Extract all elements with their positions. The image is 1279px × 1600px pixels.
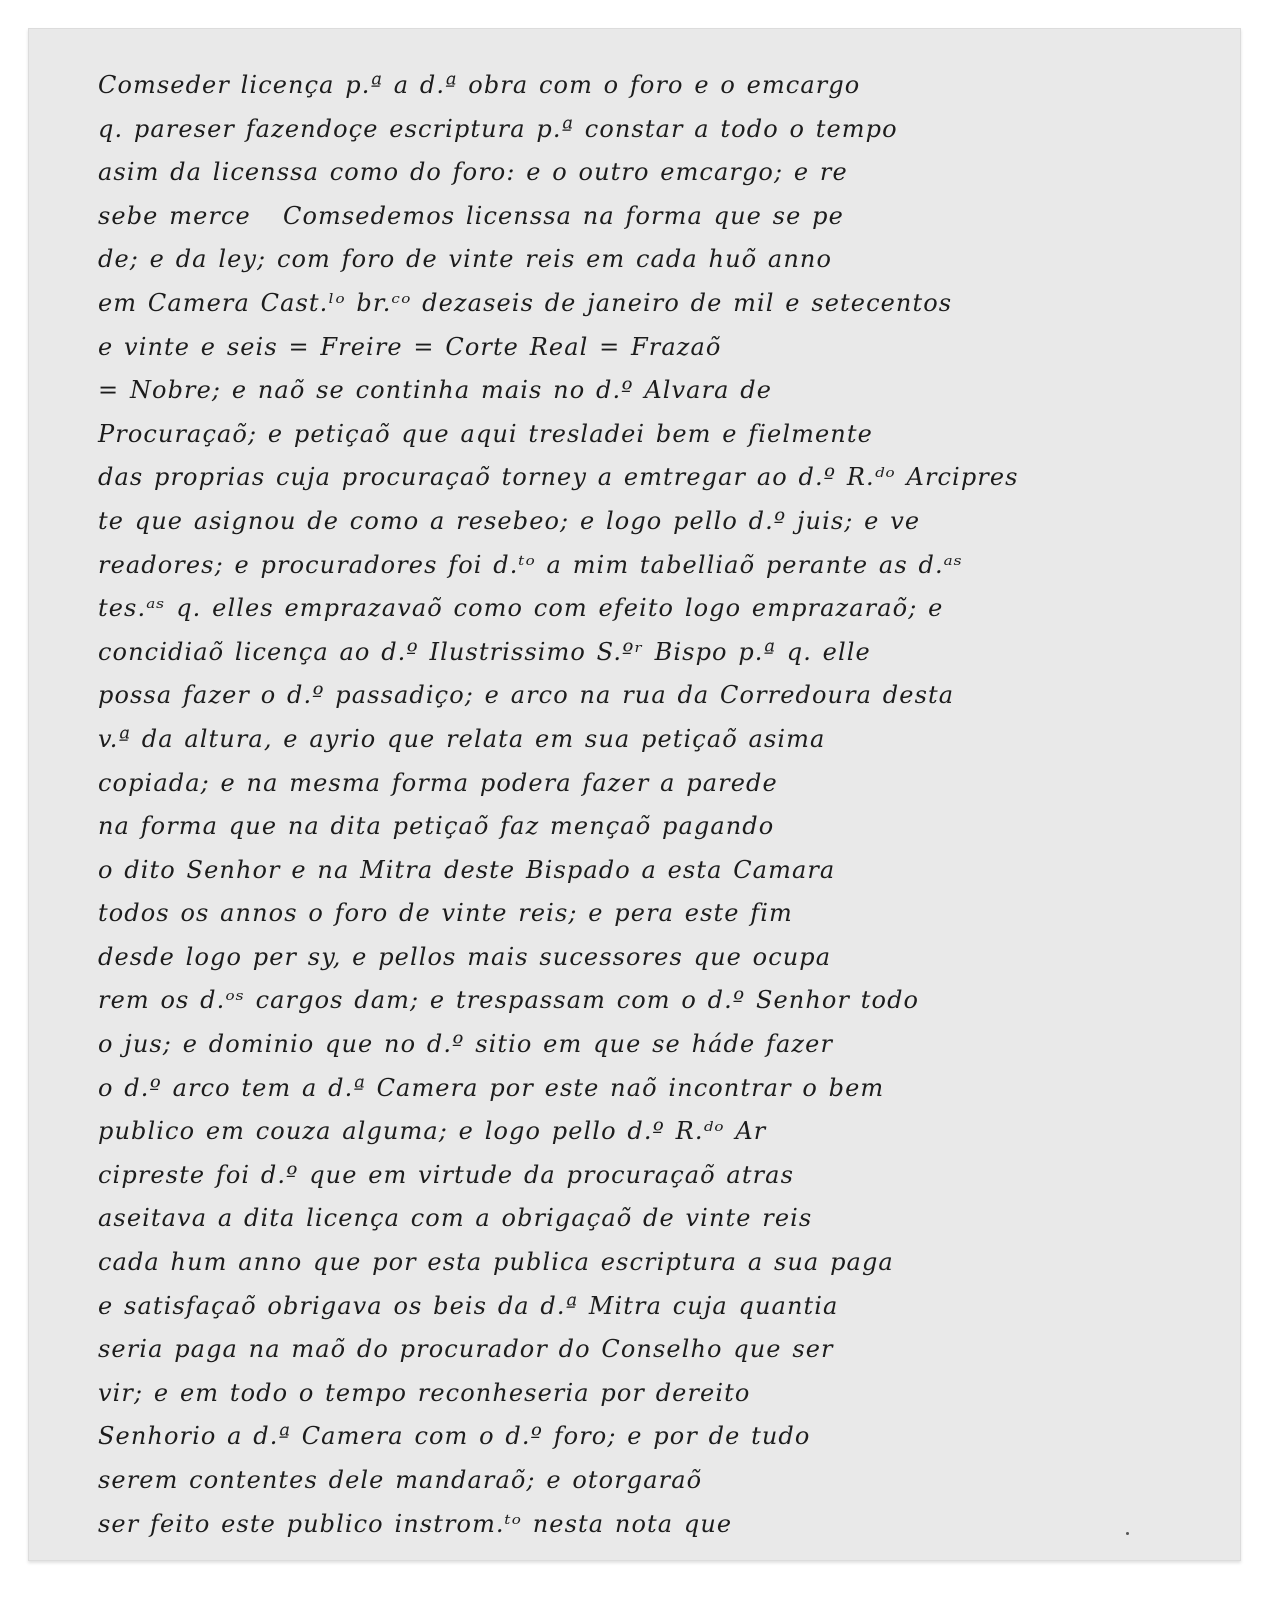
text-line-4: sebe merce Comsedemos licenssa na forma que se pe <box>98 201 844 230</box>
text-line-15: possa fazer o d.º passadiço; e arco na rua da Corredoura desta <box>98 681 955 710</box>
text-line-18: na forma que na dita petiçaõ faz mençaõ pagando <box>98 812 775 841</box>
text-line-25: publico em couza alguma; e logo pello d.º R.ᵈᵒ Ar <box>98 1117 767 1146</box>
text-line-31: vir; e em todo o tempo reconheseria por dereito <box>98 1378 751 1407</box>
text-line-20: todos os annos o foro de vinte reis; e pera este fim <box>98 899 793 928</box>
text-line-13: tes.ᵃˢ q. elles emprazavaõ como com efeito logo emprazaraõ; e <box>98 594 944 623</box>
paper-speck <box>1126 1532 1129 1535</box>
document-sheet <box>28 28 1241 1561</box>
text-line-6: em Camera Cast.ˡᵒ br.ᶜᵒ dezaseis de janeiro de mil e setecentos <box>98 288 953 317</box>
text-line-30: seria paga na maõ do procurador do Conselho que ser <box>98 1335 834 1364</box>
text-line-17: copiada; e na mesma forma podera fazer a parede <box>98 768 778 797</box>
text-line-19: o dito Senhor e na Mitra deste Bispado a esta Camara <box>98 855 836 884</box>
text-line-5: de; e da ley; com foro de vinte reis em cada huõ anno <box>98 245 832 274</box>
text-line-9: Procuraçaõ; e petiçaõ que aqui tresladei bem e fielmente <box>98 419 873 448</box>
text-line-33: serem contentes dele mandaraõ; e otorgaraõ <box>98 1466 703 1494</box>
text-line-2: q. pareser fazendoçe escriptura p.ª constar a todo o tempo <box>98 114 898 143</box>
text-line-12: readores; e procuradores foi d.ᵗᵒ a mim tabelliaõ perante as d.ᵃˢ <box>98 550 963 579</box>
text-line-21: desde logo per sy, e pellos mais sucessores que ocupa <box>98 942 832 971</box>
text-line-16: v.ª da altura, e ayrio que relata em sua petiçaõ asima <box>98 724 826 753</box>
text-line-10: das proprias cuja procuraçaõ torney a emtregar ao d.º R.ᵈᵒ Arcipres <box>98 463 1019 492</box>
text-line-24: o d.º arco tem a d.ª Camera por este naõ incontrar o bem <box>98 1073 885 1102</box>
text-line-1: Comseder licença p.ª a d.ª obra com o foro e o emcargo <box>98 71 861 99</box>
text-line-28: cada hum anno que por esta publica escriptura a sua paga <box>98 1248 894 1277</box>
text-line-23: o jus; e dominio que no d.º sitio em que se háde fazer <box>98 1030 834 1059</box>
text-line-11: te que asignou de como a resebeo; e logo pello d.º juis; e ve <box>98 506 921 535</box>
text-line-7: e vinte e seis = Freire = Corte Real = Frazaõ <box>98 332 722 361</box>
text-line-22: rem os d.ᵒˢ cargos dam; e trespassam com o d.º Senhor todo <box>98 986 920 1015</box>
text-line-32: Senhorio a d.ª Camera com o d.º foro; e por de tudo <box>98 1422 811 1451</box>
text-line-3: asim da licenssa como do foro: e o outro emcargo; e re <box>98 158 848 187</box>
text-line-14: concidiaõ licença ao d.º Ilustrissimo S.ºʳ Bispo p.ª q. elle <box>98 637 871 666</box>
text-line-26: cipreste foi d.º que em virtude da procuraçaõ atras <box>98 1160 794 1189</box>
text-line-34: ser feito este publico instrom.ᵗᵒ nesta nota que <box>98 1509 733 1538</box>
transcription-text <box>98 64 1228 1546</box>
text-line-29: e satisfaçaõ obrigava os beis da d.ª Mitra cuja quantia <box>98 1291 839 1320</box>
text-line-8: = Nobre; e naõ se continha mais no d.º Alvara de <box>98 376 773 405</box>
text-line-27: aseitava a dita licença com a obrigaçaõ de vinte reis <box>98 1204 813 1233</box>
